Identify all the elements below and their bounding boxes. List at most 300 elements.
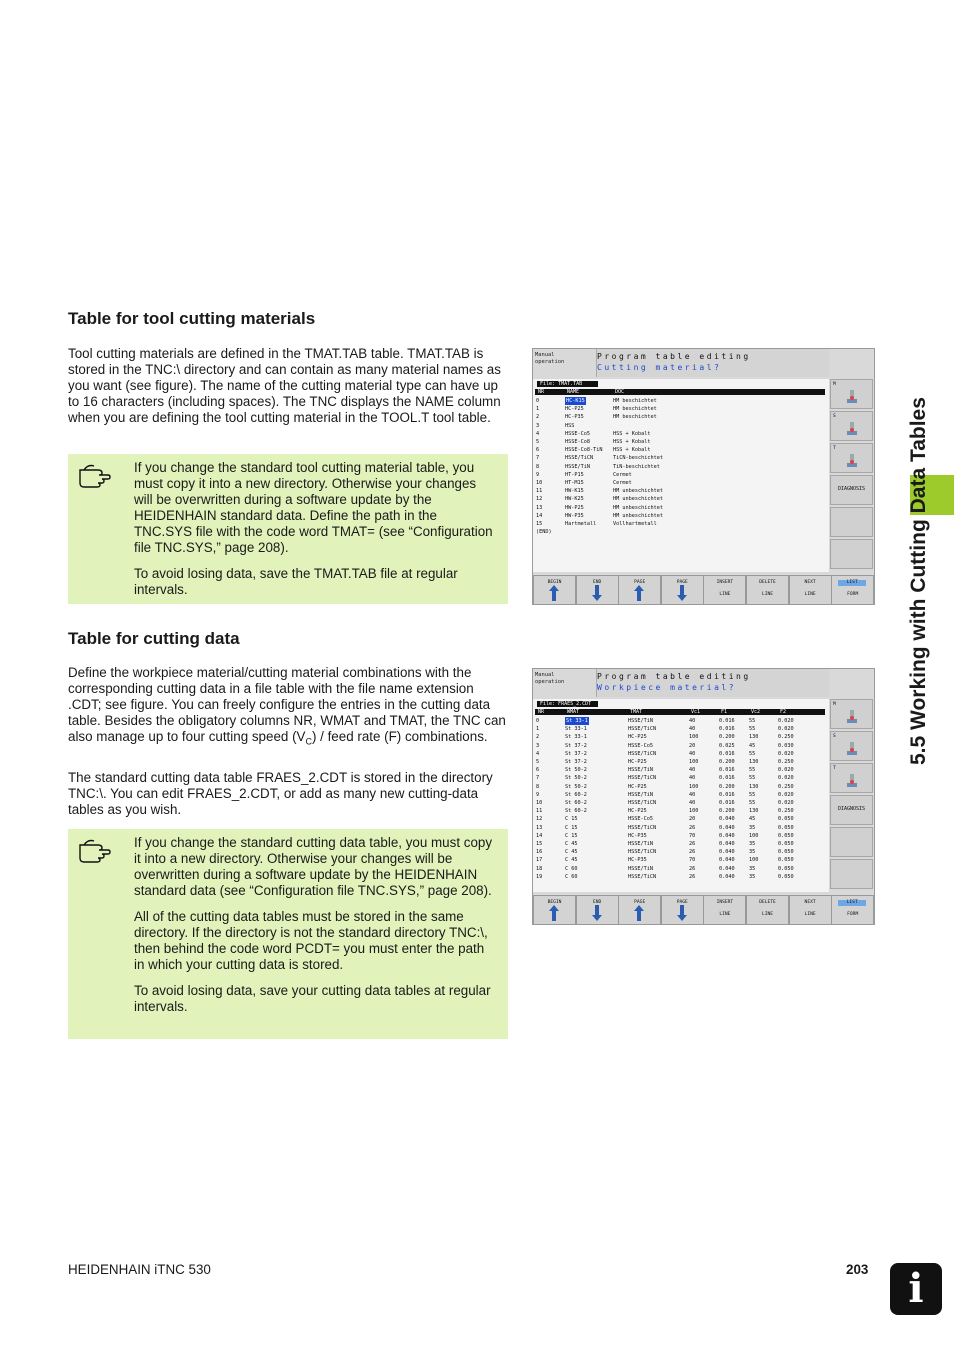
table-cell: 40: [689, 726, 696, 733]
table-cell: 0.016: [719, 767, 735, 774]
table-cell: 3: [536, 742, 540, 749]
chapter-title-vertical: [893, 310, 939, 770]
table-row[interactable]: [533, 463, 829, 471]
softkey-page[interactable]: [661, 575, 704, 605]
operating-mode-label: Manual operation: [535, 352, 565, 365]
side-softkey-label: DIAGNOSIS: [837, 806, 866, 812]
table-cell: St 50-2: [565, 775, 587, 782]
table-cell: 3: [536, 422, 540, 429]
table-cell: 7: [536, 455, 540, 462]
table-cell: HC-P25: [628, 734, 647, 741]
table-cell: HSSE/TiN: [628, 791, 653, 798]
softkey-delete-line[interactable]: [746, 895, 789, 925]
table-cell: 26: [689, 824, 696, 831]
section1-paragraph: Tool cutting materials are defined in the TMAT.TAB table. TMAT.TAB is stored in the TNC:\ directory and can contain as many material names as you want (see figure). The name of the cutting material type can have up to 16 characters (including spaces). The TNC displays the NAME column when you are defining the tool cutting material in the TOOL.T tool table.: [68, 346, 501, 425]
table-cell: 11: [536, 808, 543, 815]
table-cell: 0.050: [778, 832, 794, 839]
table-cell: HSSE/TiCN: [628, 775, 657, 782]
table-cell: 0.250: [778, 808, 794, 815]
side-softkey-label: M: [833, 702, 836, 707]
side-softkey-empty[interactable]: [830, 539, 873, 569]
table-row[interactable]: [533, 495, 829, 503]
table-cell: 0.250: [778, 783, 794, 790]
softkey-row: [533, 575, 874, 604]
softkey-page[interactable]: [618, 895, 661, 925]
side-softkey-label: T: [833, 446, 836, 451]
table-cell: 5: [536, 439, 540, 445]
column-header: F1: [721, 709, 728, 715]
table-cell: 9: [536, 791, 540, 798]
table-cell: St 33-1: [566, 718, 588, 724]
table-cell: 20: [689, 816, 696, 823]
table-cell: 13: [536, 504, 543, 511]
table-cell: 0.020: [778, 791, 794, 798]
table-cell: HSSE-Co8-TiN: [565, 447, 603, 454]
column-header: NAME: [567, 389, 580, 395]
table-cell: 0.050: [778, 849, 794, 856]
table-row[interactable]: [533, 807, 829, 815]
softkey-label: LINE: [804, 592, 816, 597]
table-cell: HSS + Kobalt: [613, 430, 651, 437]
table-cell: HSSE-Co5: [628, 742, 653, 749]
softkey-label: DELETE: [759, 580, 776, 585]
side-softkey-diagnosis[interactable]: [830, 795, 873, 825]
table-area: [533, 699, 829, 892]
table-row[interactable]: [533, 766, 829, 774]
table-cell: HC-P35: [628, 832, 647, 839]
side-softkey-label: DIAGNOSIS: [837, 486, 866, 492]
section-heading-cutting-data: Table for cutting data: [68, 629, 240, 648]
softkey-label: DELETE: [759, 900, 776, 905]
side-softkey-label: S: [833, 734, 836, 739]
table-cell: 0.020: [778, 800, 794, 806]
table-row[interactable]: [533, 479, 829, 487]
side-softkey-t[interactable]: [830, 443, 873, 473]
table-cell: 100: [689, 759, 699, 765]
table-cell: C 45: [565, 857, 578, 864]
table-cell: 0.040: [719, 857, 735, 864]
softkey-label: FORM: [847, 592, 859, 597]
column-header: TMAT: [630, 709, 643, 715]
table-cell: HSSE/TiN: [628, 841, 653, 847]
table-cell: 2: [536, 734, 540, 741]
table-cell: 6: [536, 447, 540, 454]
table-row[interactable]: [533, 758, 829, 766]
side-softkey-label: T: [833, 766, 836, 771]
side-softkeys: [830, 699, 873, 892]
softkey-label: LINE: [761, 592, 774, 597]
table-cell: 0.050: [778, 824, 794, 831]
table-cell: 8: [536, 463, 540, 470]
softkey-label: PAGE: [676, 900, 688, 905]
softkey-label: PAGE: [634, 900, 646, 905]
table-cell: C 45: [565, 841, 578, 847]
table-row[interactable]: [533, 783, 829, 791]
table-cell: 40: [689, 791, 696, 798]
table-row[interactable]: [533, 733, 829, 741]
table-cell: HSSE/TiCN: [628, 726, 657, 733]
softkey-begin[interactable]: [533, 575, 576, 605]
softkey-page[interactable]: [618, 575, 661, 605]
pointing-hand-icon: [78, 462, 112, 488]
softkey-page[interactable]: [661, 895, 704, 925]
table-row[interactable]: [533, 856, 829, 864]
softkey-label: NEXT: [804, 900, 816, 905]
softkey-label: INSERT: [716, 900, 734, 905]
side-softkey-empty[interactable]: [830, 827, 873, 857]
table-cell: 16: [536, 849, 543, 856]
table-cell: 130: [749, 759, 759, 765]
note-box-cutting-materials: [68, 454, 508, 604]
table-cell: 7: [536, 775, 540, 782]
table-cell: 18: [536, 865, 543, 872]
table-cell: HSSE/TiCN: [628, 824, 657, 831]
table-cell: HW-K25: [565, 496, 584, 503]
table-cell: HC-P25: [628, 783, 647, 790]
table-row[interactable]: [533, 528, 829, 536]
table-cell: 35: [749, 841, 756, 847]
table-header: [535, 709, 825, 715]
table-cell: 2: [536, 414, 540, 421]
table-row[interactable]: [533, 504, 829, 512]
column-header: NR: [538, 709, 545, 715]
machine-spindle-icon: [845, 453, 859, 469]
table-cell: C 15: [565, 816, 578, 823]
table-cell: 35: [749, 824, 756, 831]
table-row[interactable]: [533, 422, 829, 430]
softkey-list-form[interactable]: [831, 895, 874, 925]
softkey-list-form[interactable]: [831, 575, 874, 605]
machine-spindle-icon: [845, 773, 859, 789]
table-cell: 0.200: [719, 808, 735, 815]
softkey-label: PAGE: [676, 580, 688, 585]
table-cell: HM beschichtet: [613, 398, 657, 404]
table-cell: 0.016: [719, 800, 735, 806]
table-cell: St 33-1: [565, 734, 587, 741]
table-cell: 70: [689, 857, 696, 864]
table-cell: TiN-beschichtet: [613, 463, 660, 470]
table-cell: Hartmetall: [565, 521, 597, 527]
table-cell: 130: [749, 734, 759, 741]
table-cell: HSSE/TiCN: [565, 455, 594, 462]
table-cell: 0.050: [778, 857, 794, 864]
table-cell: 19: [536, 873, 543, 880]
table-row[interactable]: [533, 873, 829, 881]
table-cell: HSSE-Co8: [565, 439, 590, 445]
table-cell: 1: [536, 406, 540, 413]
screen-prompt: Cutting material?: [597, 363, 722, 372]
table-cell: St 60-2: [565, 800, 587, 806]
softkey-begin[interactable]: [533, 895, 576, 925]
softkey-row: [533, 895, 874, 924]
file-name-bar: File: TMAT.TAB: [537, 381, 598, 387]
table-row[interactable]: [533, 848, 829, 856]
arrow-down-icon: [591, 584, 603, 602]
table-cell: 26: [689, 865, 696, 872]
table-cell: HC-P35: [565, 414, 584, 421]
table-cell: St 50-2: [565, 783, 587, 790]
table-row[interactable]: [533, 454, 829, 462]
screen-title: Program table editing: [597, 352, 751, 361]
side-softkey-t[interactable]: [830, 763, 873, 793]
table-cell: 15: [536, 521, 543, 527]
table-cell: 40: [689, 718, 696, 724]
softkey-label: FORM: [847, 912, 859, 917]
screen-title-bar: [596, 349, 829, 377]
info-icon: i: [890, 1263, 942, 1315]
softkey-label: END: [592, 580, 602, 585]
table-cell: 15: [536, 841, 543, 847]
table-cell: 100: [689, 783, 699, 790]
table-cell: HSSE/TiCN: [628, 873, 657, 880]
table-cell: Cermet: [613, 471, 632, 478]
table-cell: 26: [689, 849, 696, 856]
table-cell: 0.030: [778, 742, 794, 749]
side-softkey-diagnosis[interactable]: [830, 475, 873, 505]
table-cell: C 45: [565, 849, 578, 856]
table-cell: 0: [536, 398, 540, 404]
table-cell: 0.016: [719, 726, 735, 733]
table-cell: HC-P25: [628, 759, 647, 765]
table-cell: 0.025: [719, 742, 735, 749]
note-text: All of the cutting data tables must be stored in the same directory. If the directory is not the standard directory TNC:\, then behind the code word PCDT= you must enter the path in which your cutting data is stored.: [134, 909, 488, 972]
table-cell: HM unbeschichtet: [613, 504, 663, 511]
table-cell: 0: [536, 718, 540, 724]
softkey-label: END: [592, 900, 602, 905]
table-cell: 70: [689, 832, 696, 839]
screen-prompt: Workpiece material?: [597, 683, 737, 692]
table-cell: 45: [749, 742, 756, 749]
table-row[interactable]: [533, 840, 829, 848]
chapter-title-text: 5.5 Working with Cutting Data Tables: [907, 397, 930, 765]
table-cell: 130: [749, 808, 759, 815]
machine-spindle-icon: [845, 421, 859, 437]
table-row[interactable]: [533, 397, 829, 405]
table-cell: (END): [536, 529, 552, 536]
table-cell: 40: [689, 800, 696, 806]
table-cell: 1: [536, 726, 540, 733]
table-cell: HM beschichtet: [613, 414, 657, 421]
softkey-end[interactable]: [576, 575, 619, 605]
table-cell: C 15: [565, 832, 578, 839]
table-cell: St 33-1: [565, 726, 587, 733]
page-number: 203: [846, 1262, 869, 1277]
table-row[interactable]: [533, 865, 829, 873]
table-row[interactable]: [533, 750, 829, 758]
table-cell: 55: [749, 775, 756, 782]
table-cell: Cermet: [613, 480, 632, 486]
table-cell: 0.040: [719, 873, 735, 880]
softkey-label: LINE: [761, 912, 774, 917]
table-cell: HM unbeschichtet: [613, 496, 663, 503]
table-cell: 12: [536, 816, 543, 823]
arrow-down-icon: [591, 904, 603, 922]
table-cell: C 15: [565, 824, 578, 831]
table-cell: HSS: [565, 422, 575, 429]
table-cell: 40: [689, 750, 696, 757]
side-softkey-label: S: [833, 414, 836, 419]
table-row[interactable]: [533, 430, 829, 438]
screen-title-bar: [596, 669, 829, 697]
table-row[interactable]: [533, 742, 829, 750]
table-cell: St 60-2: [565, 808, 587, 815]
softkey-label: LINE: [719, 592, 731, 597]
footer-product-name: HEIDENHAIN iTNC 530: [68, 1262, 211, 1277]
table-cell: 0.200: [719, 759, 735, 765]
table-cell: 11: [536, 488, 543, 495]
table-cell: 6: [536, 767, 540, 774]
table-cell: 4: [536, 750, 540, 757]
table-cell: 14: [536, 832, 543, 839]
table-row[interactable]: [533, 799, 829, 807]
table-cell: HM unbeschichtet: [613, 512, 663, 519]
table-cell: Vollhartmetall: [613, 521, 657, 527]
screenshot-cdt-table: [532, 668, 875, 925]
table-cell: St 37-2: [565, 750, 587, 757]
table-cell: 55: [749, 718, 756, 724]
table-cell: C 60: [565, 865, 578, 872]
table-cell: 0.040: [719, 832, 735, 839]
table-cell: HSSE/TiN: [628, 865, 653, 872]
side-softkey-empty[interactable]: [830, 859, 873, 889]
softkey-delete-line[interactable]: [746, 575, 789, 605]
side-softkey-m[interactable]: [830, 699, 873, 729]
table-row[interactable]: [533, 791, 829, 799]
table-cell: 45: [749, 816, 756, 823]
table-cell: 0.016: [719, 791, 735, 798]
side-softkey-s[interactable]: [830, 411, 873, 441]
table-cell: 35: [749, 865, 756, 872]
table-row[interactable]: [533, 717, 829, 725]
note-text: To avoid losing data, save your cutting data tables at regular intervals.: [134, 983, 491, 1014]
table-cell: 0.040: [719, 841, 735, 847]
side-softkey-m[interactable]: [830, 379, 873, 409]
softkey-next-line[interactable]: [789, 575, 832, 605]
table-cell: HSSE/TiN: [565, 463, 590, 470]
table-cell: 8: [536, 783, 540, 790]
screenshot-tmat-table: [532, 348, 875, 605]
table-row[interactable]: [533, 512, 829, 520]
table-row[interactable]: [533, 824, 829, 832]
table-cell: 4: [536, 430, 540, 437]
table-cell: HSS + Kobalt: [613, 439, 651, 445]
table-row[interactable]: [533, 815, 829, 823]
side-softkey-s[interactable]: [830, 731, 873, 761]
table-cell: 130: [749, 783, 759, 790]
table-cell: 100: [749, 857, 759, 864]
file-name-bar: File: FRAES_2.CDT: [537, 701, 598, 707]
note-text: If you change the standard tool cutting material table, you must copy it into a new directory. Otherwise your changes will be overwritten during a software update by the HEIDENHAIN standard data. Define the path in the TNC.SYS file with the code word TMAT= (see “Configuration file TNC.SYS,” page 208).: [134, 460, 493, 555]
table-row[interactable]: [533, 446, 829, 454]
table-cell: 12: [536, 496, 543, 503]
section-heading-cutting-materials: Table for tool cutting materials: [68, 309, 316, 328]
machine-spindle-icon: [845, 709, 859, 725]
table-cell: 35: [749, 849, 756, 856]
table-cell: C 60: [565, 873, 578, 880]
softkey-end[interactable]: [576, 895, 619, 925]
table-cell: HW-K15: [565, 488, 584, 495]
table-cell: 13: [536, 824, 543, 831]
softkey-label: PAGE: [634, 580, 646, 585]
table-cell: 20: [689, 742, 696, 749]
table-cell: 0.200: [719, 783, 735, 790]
table-row[interactable]: [533, 471, 829, 479]
softkey-insert-line[interactable]: [703, 895, 746, 925]
arrow-up-icon: [633, 904, 645, 922]
table-cell: TiCN-beschichtet: [613, 455, 663, 462]
softkey-next-line[interactable]: [789, 895, 832, 925]
softkey-label: INSERT: [716, 580, 734, 585]
table-cell: 55: [749, 800, 756, 806]
column-header: Vc2: [751, 709, 761, 715]
table-cell: 0.250: [778, 759, 794, 765]
table-row[interactable]: [533, 487, 829, 495]
side-softkeys: [830, 379, 873, 572]
table-cell: 55: [749, 750, 756, 757]
table-cell: 55: [749, 767, 756, 774]
table-cell: 0.016: [719, 718, 735, 724]
table-row[interactable]: [533, 405, 829, 413]
operating-mode-label: Manual operation: [535, 672, 565, 685]
machine-spindle-icon: [845, 389, 859, 405]
table-cell: 9: [536, 471, 540, 478]
table-cell: HSSE/TiN: [628, 767, 653, 774]
table-cell: HSSE/TiCN: [628, 800, 657, 806]
arrow-down-icon: [676, 584, 688, 602]
section2-paragraph-2: The standard cutting data table FRAES_2.CDT is stored in the directory TNC:\. You can edit FRAES_2.CDT, or add as many new cutting-data tables as you wish.: [68, 770, 493, 817]
column-header: NR: [538, 389, 545, 395]
table-row[interactable]: [533, 725, 829, 733]
table-cell: 55: [749, 726, 756, 733]
table-cell: 26: [689, 841, 696, 847]
table-cell: 10: [536, 800, 543, 806]
softkey-label: NEXT: [804, 580, 816, 585]
softkey-label: LINE: [719, 912, 731, 917]
table-row[interactable]: [533, 774, 829, 782]
table-cell: 100: [689, 734, 699, 741]
table-row[interactable]: [533, 520, 829, 528]
table-header: [535, 389, 825, 395]
table-cell: HT-P15: [565, 471, 584, 478]
table-cell: 0.016: [719, 775, 735, 782]
table-row[interactable]: [533, 438, 829, 446]
table-cell: HC-K15: [566, 398, 585, 404]
table-cell: HSSE/TiCN: [628, 750, 657, 757]
side-softkey-label: M: [833, 382, 836, 387]
table-area: [533, 379, 829, 572]
table-cell: St 50-2: [565, 767, 587, 774]
table-cell: 0.050: [778, 816, 794, 823]
table-cell: HSSE/TiN: [628, 718, 653, 724]
table-row[interactable]: [533, 832, 829, 840]
arrow-up-icon: [548, 584, 560, 602]
softkey-insert-line[interactable]: [703, 575, 746, 605]
table-row[interactable]: [533, 413, 829, 421]
table-cell: 0.050: [778, 873, 794, 880]
table-cell: 100: [689, 808, 699, 815]
side-softkey-empty[interactable]: [830, 507, 873, 537]
table-cell: HSSE-Co5: [628, 816, 653, 823]
section2-paragraph-1: Define the workpiece material/cutting material combinations with the corresponding cutting data in a file table with the file name extension .CDT; see figure. You can freely configure the entries in the cutting data table. Besides the obligatory columns NR, WMAT and TMAT, the TNC can also manage up to four cutting speed $(V_C)$ / feed rate (F) combinations.: [68, 665, 506, 747]
table-cell: 0.200: [719, 734, 735, 741]
table-cell: 0.020: [778, 750, 794, 757]
softkey-label: BEGIN: [547, 580, 562, 585]
screen-title: Program table editing: [597, 672, 751, 681]
table-cell: HSSE-Co5: [565, 430, 590, 437]
table-cell: HW-P25: [565, 504, 584, 511]
arrow-up-icon: [633, 584, 645, 602]
column-header: Vc1: [691, 709, 701, 715]
